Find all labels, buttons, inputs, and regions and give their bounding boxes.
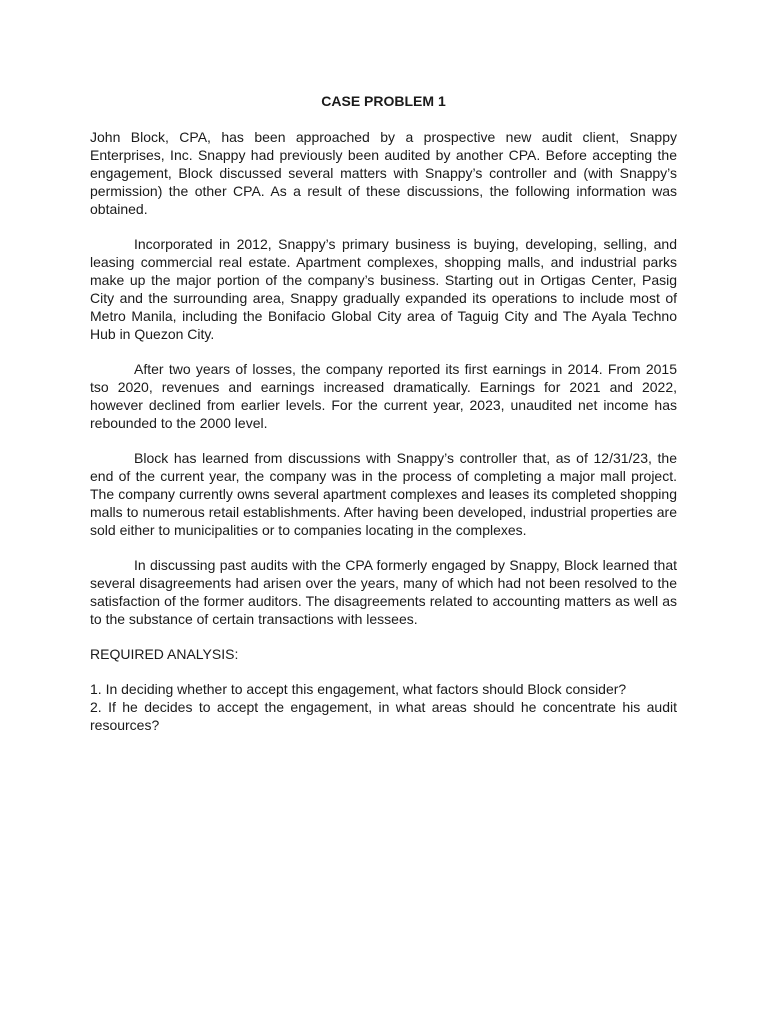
question-item: 2. If he decides to accept the engagement, in what areas should he concentrate his audit resources? <box>90 699 677 733</box>
document-page <box>90 92 677 734</box>
required-analysis-heading: REQUIRED ANALYSIS: <box>90 646 239 662</box>
paragraph-intro: John Block, CPA, has been approached by a prospective new audit client, Snappy Enterprises, Inc. Snappy had previously been audited by another CPA. Before accepting the engagement, Block discussed several matters with Snappy’s controller and (with Snappy’s permission) the other CPA. As a result of these discussions, the following information was obtained. <box>90 129 677 217</box>
question-list <box>90 680 677 734</box>
paragraph-earnings: After two years of losses, the company reported its first earnings in 2014. From 2015 tso 2020, revenues and earnings increased dramatically. Earnings for 2021 and 2022, however declined from earlier levels. For the current year, 2023, unaudited net income has rebounded to the 2000 level. <box>90 361 677 431</box>
paragraph-controller: Block has learned from discussions with Snappy’s controller that, as of 12/31/23, the end of the current year, the company was in the process of completing a major mall project. The company currently owns several apartment complexes and leases its completed shopping malls to numerous retail establishments. After having been developed, industrial properties are sold either to municipalities or to companies locating in the complexes. <box>90 450 677 538</box>
paragraph-past-audits: In discussing past audits with the CPA formerly engaged by Snappy, Block learned that several disagreements had arisen over the years, many of which had not been resolved to the satisfaction of the former auditors. The disagreements related to accounting matters as well as to the substance of certain transactions with lessees. <box>90 557 677 627</box>
question-item: 1. In deciding whether to accept this engagement, what factors should Block consider? <box>90 681 627 697</box>
paragraph-business: Incorporated in 2012, Snappy’s primary business is buying, developing, selling, and leasing commercial real estate. Apartment complexes, shopping malls, and industrial parks make up the major portion of the company’s business. Starting out in Ortigas Center, Pasig City and the surrounding area, Snappy gradually expanded its operations to include most of Metro Manila, including the Bonifacio Global City area of Taguig City and The Ayala Techno Hub in Quezon City. <box>90 236 677 342</box>
document-title: CASE PROBLEM 1 <box>321 93 446 109</box>
